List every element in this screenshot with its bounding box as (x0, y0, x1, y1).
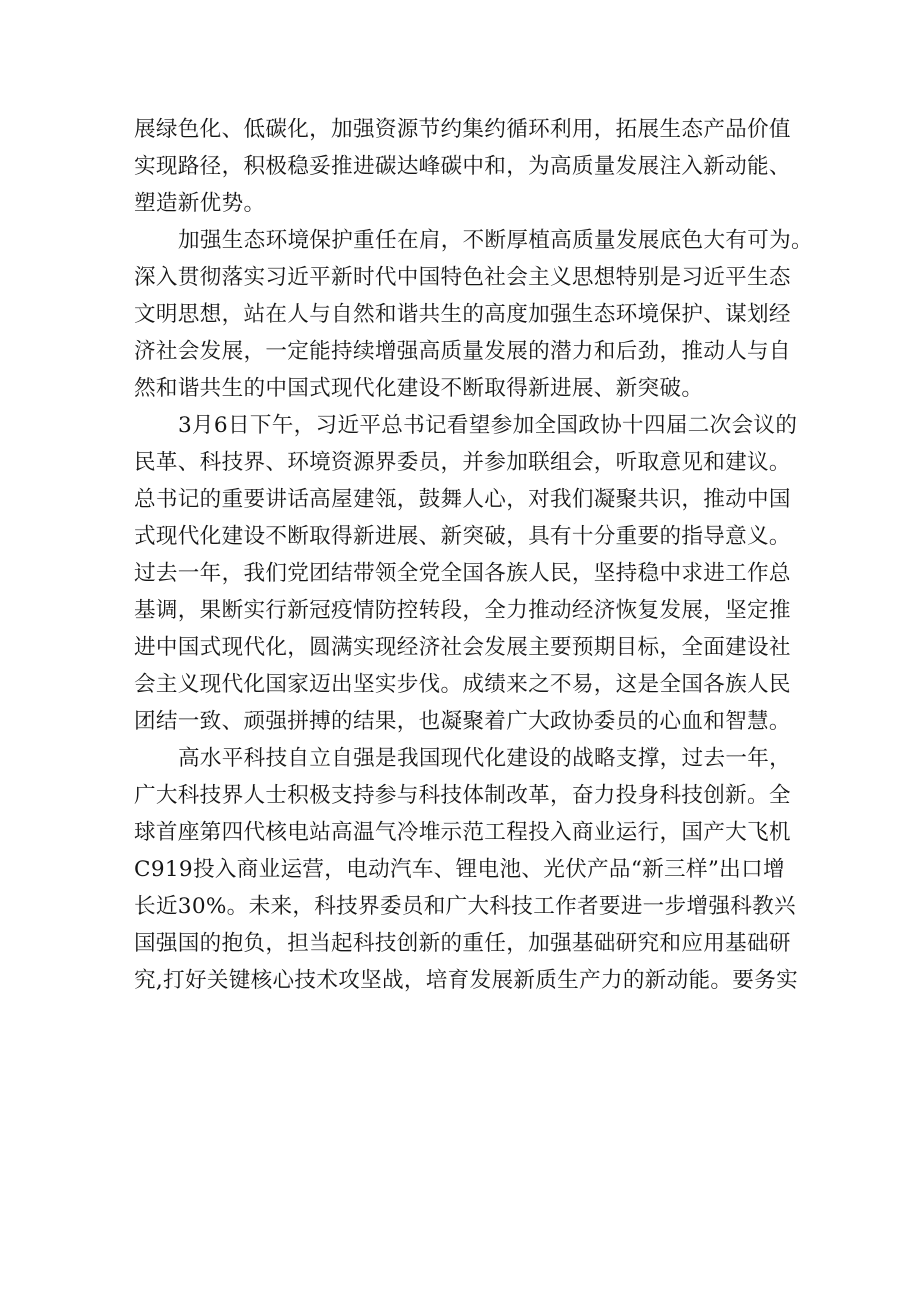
text-line: 加强生态环境保护重任在肩，不断厚植高质量发展底色大有可为。 (178, 228, 813, 253)
text-line: 实现路径，积极稳妥推进碳达峰碳中和，为高质量发展注入新动能、 (134, 154, 791, 179)
text-line: 济社会发展，一定能持续增强高质量发展的潜力和后劲，推动人与自 (134, 339, 791, 364)
text-line: 高水平科技自立自强是我国现代化建设的战略支撑，过去一年， (178, 746, 792, 771)
text-line: 球首座第四代核电站高温气冷堆示范工程投入商业运行，国产大飞机 (134, 820, 791, 845)
text-line: 然和谐共生的中国式现代化建设不断取得新进展、新突破。 (134, 376, 704, 401)
text-line: 塑造新优势。 (134, 191, 266, 216)
text-line: 展绿色化、低碳化，加强资源节约集约循环利用，拓展生态产品价值 (134, 117, 791, 142)
text-line: 3月6日下午，习近平总书记看望参加全国政协十四届二次会议的 (178, 413, 798, 438)
text-line: 深入贯彻落实习近平新时代中国特色社会主义思想特别是习近平生态 (134, 265, 791, 290)
text-line: 团结一致、顽强拼搏的结果，也凝聚着广大政协委员的心血和智慧。 (134, 709, 791, 734)
text-line: 总书记的重要讲话高屋建瓴，鼓舞人心，对我们凝聚共识，推动中国 (134, 487, 791, 512)
text-line: 进中国式现代化，圆满实现经济社会发展主要预期目标，全面建设社 (134, 635, 791, 660)
text-line: C919投入商业运营，电动汽车、锂电池、光伏产品“新三样”出口增 (134, 857, 785, 882)
text-line: 会主义现代化国家迈出坚实步伐。成绩来之不易，这是全国各族人民 (134, 672, 791, 697)
text-line: 文明思想，站在人与自然和谐共生的高度加强生态环境保护、谋划经 (134, 302, 791, 327)
text-line: 究,打好关键核心技术攻坚战，培育发展新质生产力的新动能。要务实 (134, 968, 798, 993)
body-text (134, 111, 813, 999)
text-line: 基调，果断实行新冠疫情防控转段，全力推动经济恢复发展，坚定推 (134, 598, 791, 623)
text-line: 国强国的抱负，担当起科技创新的重任，加强基础研究和应用基础研 (134, 931, 791, 956)
text-line: 式现代化建设不断取得新进展、新突破，具有十分重要的指导意义。 (134, 524, 791, 549)
text-line: 广大科技界人士积极支持参与科技体制改革，奋力投身科技创新。全 (134, 783, 791, 808)
text-line: 民革、科技界、环境资源界委员，并参加联组会，听取意见和建议。 (134, 450, 791, 475)
text-line: 长近30%。未来，科技界委员和广大科技工作者要进一步增强科教兴 (134, 894, 796, 919)
text-line: 过去一年，我们党团结带领全党全国各族人民，坚持稳中求进工作总 (134, 561, 791, 586)
